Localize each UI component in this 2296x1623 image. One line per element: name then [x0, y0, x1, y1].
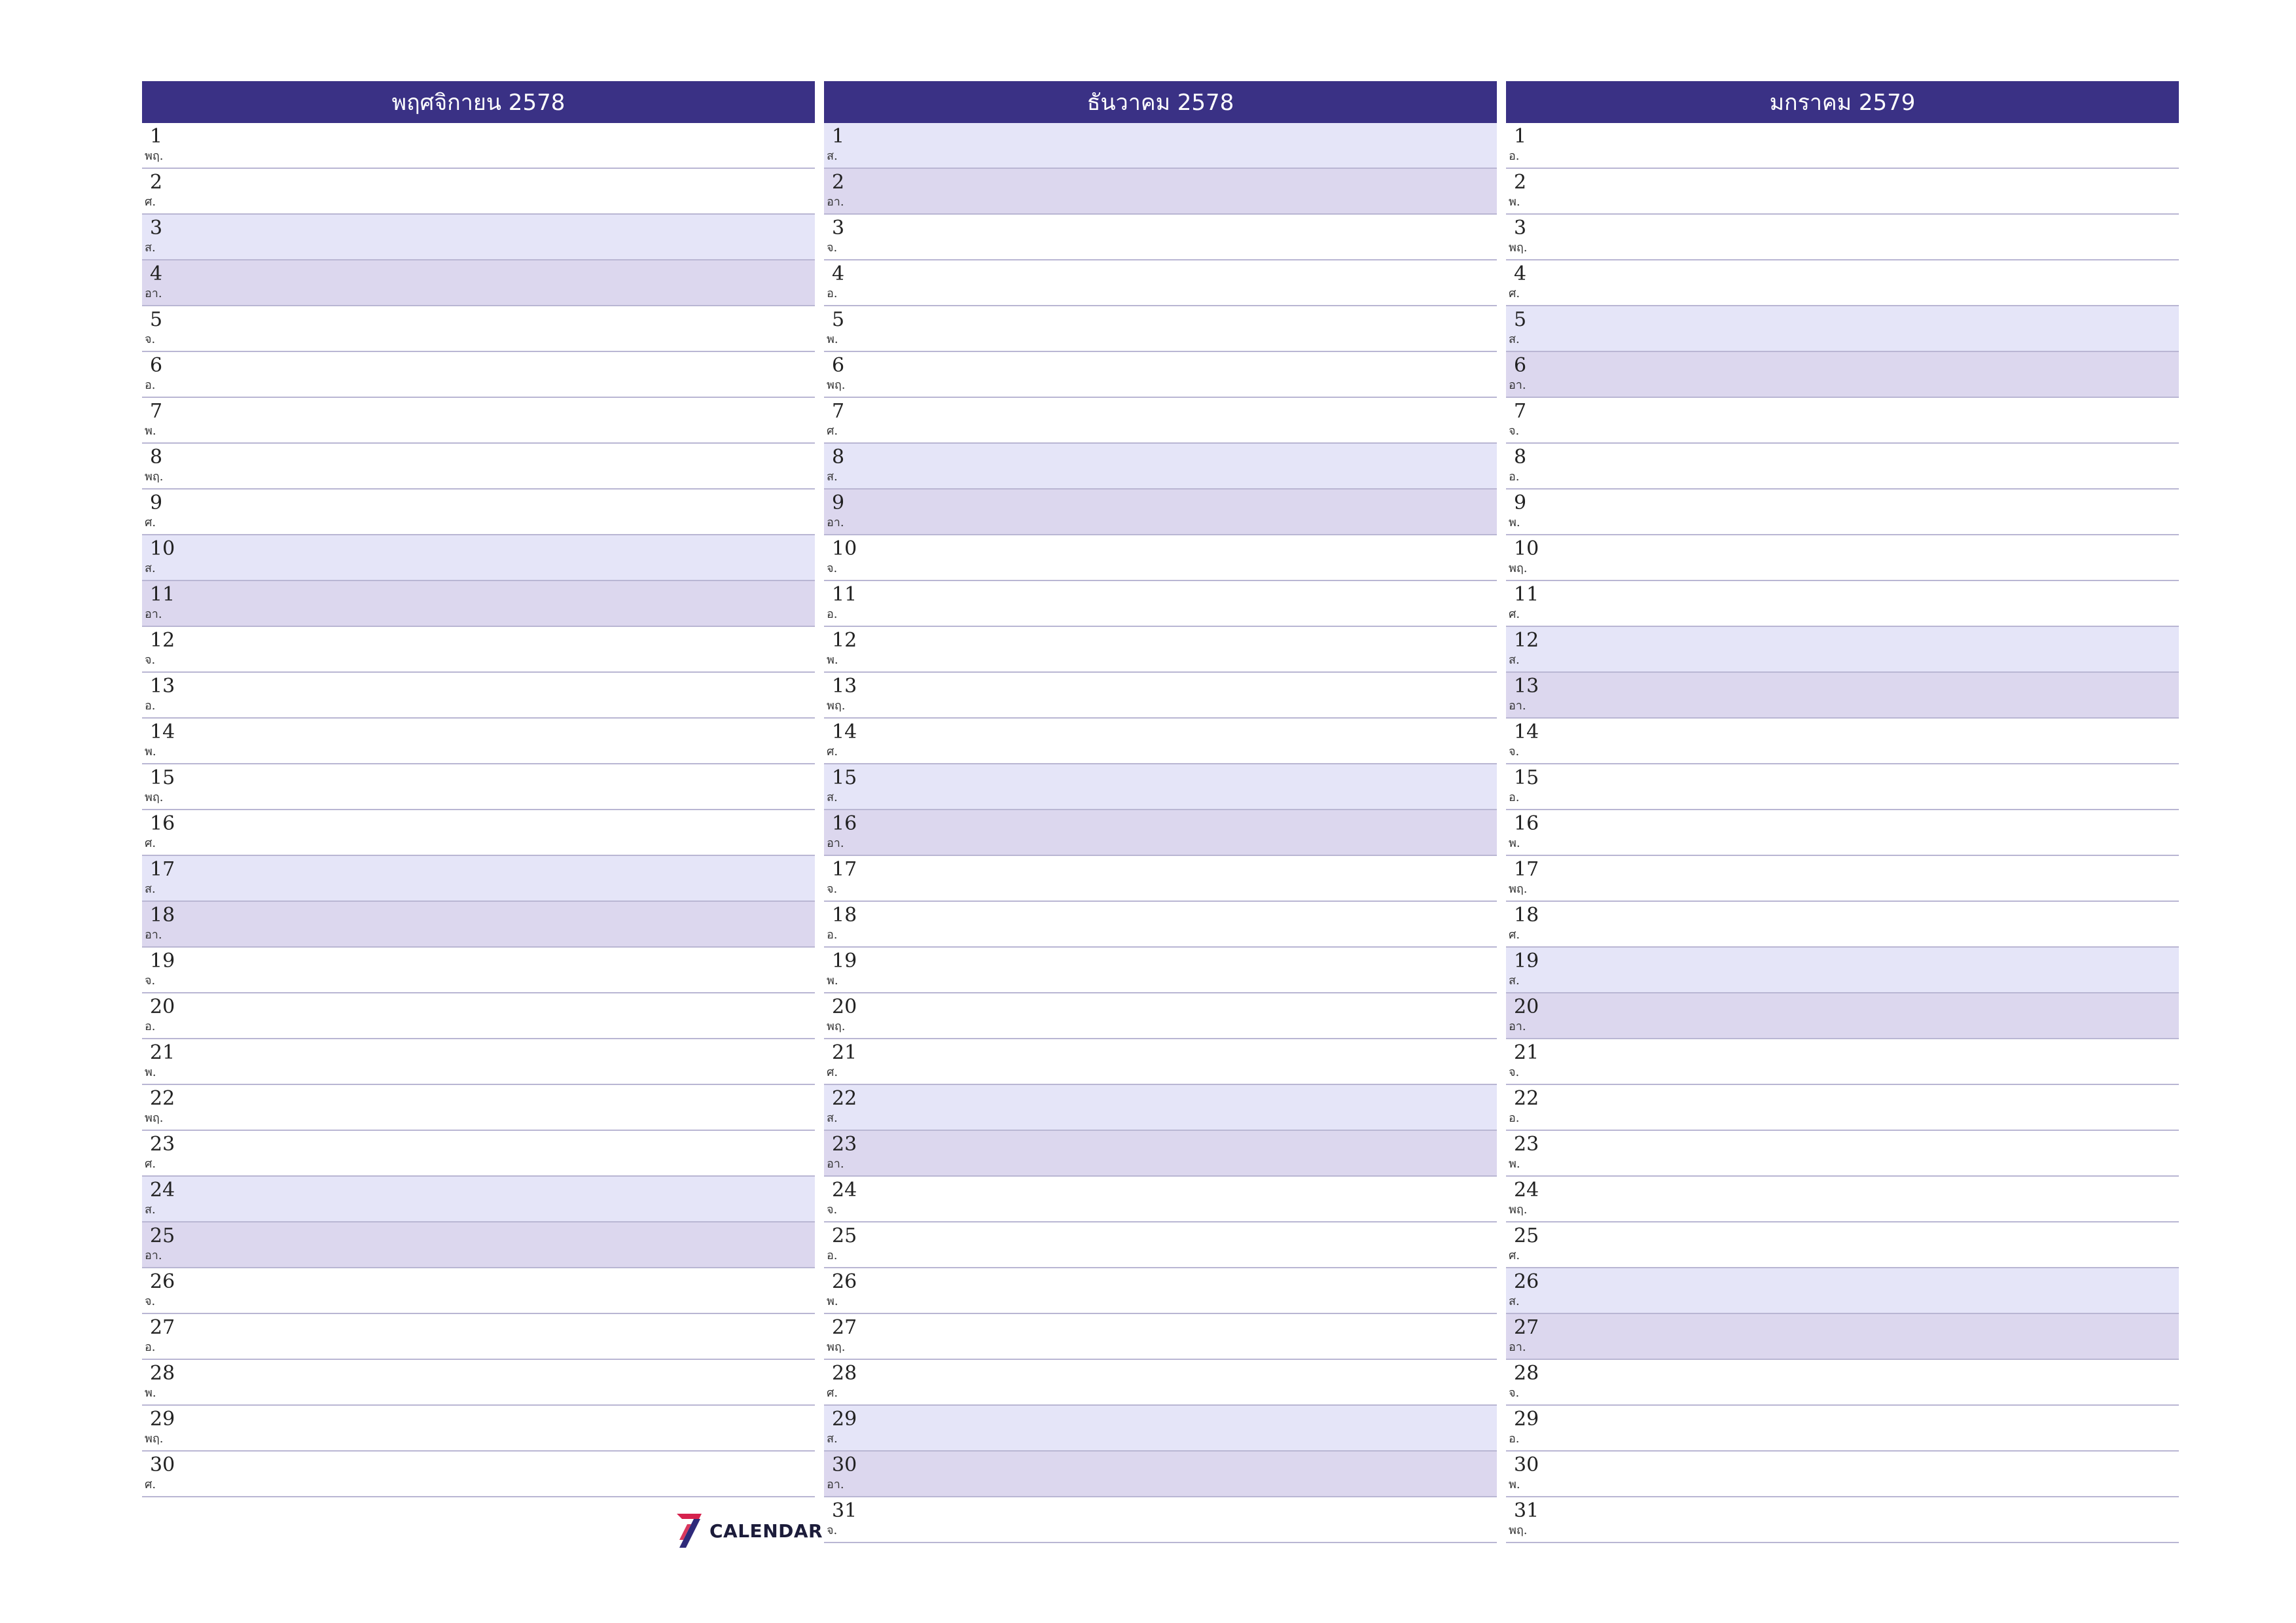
day-number: 23: [1514, 1133, 1539, 1156]
day-row: [824, 123, 1497, 169]
weekday-abbr: พฤ.: [1509, 882, 1528, 896]
weekday-abbr: อา.: [827, 516, 844, 529]
day-row: [142, 1360, 815, 1406]
day-row: [824, 856, 1497, 902]
day-row: [142, 1452, 815, 1497]
day-number: 12: [1514, 629, 1539, 652]
day-number: 26: [150, 1270, 175, 1293]
weekday-abbr: อ.: [827, 287, 838, 300]
weekday-abbr: ส.: [827, 791, 838, 804]
day-row: [1506, 1039, 2179, 1085]
day-number: 24: [832, 1179, 857, 1202]
weekday-abbr: พ.: [827, 653, 838, 667]
day-number: 16: [1514, 812, 1539, 835]
weekday-abbr: จ.: [1509, 1065, 1520, 1079]
day-number: 19: [832, 950, 857, 972]
day-number: 16: [150, 812, 175, 835]
day-number: 9: [150, 491, 163, 514]
day-row: [1506, 260, 2179, 306]
day-row: [142, 398, 815, 444]
weekday-abbr: พฤ.: [827, 378, 846, 392]
day-number: 13: [1514, 675, 1539, 698]
day-row: [142, 352, 815, 398]
weekday-abbr: ศ.: [1509, 607, 1520, 621]
day-row: [824, 627, 1497, 673]
day-row: [142, 490, 815, 535]
day-number: 18: [150, 904, 175, 927]
day-row: [824, 1085, 1497, 1131]
weekday-abbr: พฤ.: [827, 1020, 846, 1033]
day-number: 1: [832, 125, 845, 148]
day-number: 13: [150, 675, 175, 698]
day-row: [142, 673, 815, 719]
day-number: 8: [150, 446, 163, 469]
day-number: 3: [150, 217, 163, 240]
day-row: [824, 306, 1497, 352]
day-row: [1506, 444, 2179, 490]
day-row: [142, 764, 815, 810]
weekday-abbr: อา.: [827, 195, 844, 209]
day-row: [824, 719, 1497, 764]
day-number: 27: [1514, 1316, 1539, 1339]
day-number: 23: [832, 1133, 857, 1156]
day-number: 21: [1514, 1041, 1539, 1064]
weekday-abbr: พฤ.: [145, 149, 164, 163]
day-row: [1506, 993, 2179, 1039]
weekday-abbr: พ.: [827, 1294, 838, 1308]
day-number: 18: [832, 904, 857, 927]
day-number: 31: [832, 1499, 857, 1522]
day-number: 24: [150, 1179, 175, 1202]
weekday-abbr: จ.: [145, 653, 156, 667]
weekday-abbr: พฤ.: [1509, 562, 1528, 575]
day-row: [1506, 1406, 2179, 1452]
weekday-abbr: ศ.: [827, 745, 838, 758]
day-number: 29: [150, 1408, 175, 1431]
day-row: [824, 1452, 1497, 1497]
day-number: 17: [150, 858, 175, 881]
day-number: 8: [832, 446, 845, 469]
day-row: [824, 993, 1497, 1039]
day-number: 24: [1514, 1179, 1539, 1202]
day-row: [1506, 948, 2179, 993]
day-number: 30: [832, 1454, 857, 1476]
weekday-abbr: พฤ.: [145, 1432, 164, 1446]
day-number: 12: [150, 629, 175, 652]
month-title: ธันวาคม 2578: [824, 81, 1497, 123]
day-row: [824, 352, 1497, 398]
day-number: 20: [150, 995, 175, 1018]
weekday-abbr: พ.: [1509, 516, 1520, 529]
day-row: [824, 169, 1497, 215]
weekday-abbr: พฤ.: [1509, 241, 1528, 255]
weekday-abbr: ส.: [1509, 653, 1520, 667]
day-row: [142, 1222, 815, 1268]
weekday-abbr: อา.: [1509, 1340, 1526, 1354]
day-row: [824, 1131, 1497, 1177]
day-row: [824, 948, 1497, 993]
month-title: พฤศจิกายน 2578: [142, 81, 815, 123]
day-row: [1506, 352, 2179, 398]
weekday-abbr: ส.: [145, 241, 156, 255]
weekday-abbr: อา.: [145, 287, 162, 300]
weekday-abbr: อา.: [145, 1249, 162, 1262]
day-number: 20: [1514, 995, 1539, 1018]
day-number: 7: [832, 400, 845, 423]
weekday-abbr: อ.: [827, 1249, 838, 1262]
day-row: [1506, 1452, 2179, 1497]
month-column: [142, 81, 815, 1543]
day-number: 6: [1514, 354, 1527, 377]
day-row: [1506, 490, 2179, 535]
day-number: 5: [150, 308, 163, 331]
day-number: 13: [832, 675, 857, 698]
weekday-abbr: ศ.: [145, 1478, 156, 1491]
day-number: 23: [150, 1133, 175, 1156]
day-row: [1506, 627, 2179, 673]
day-number: 10: [832, 537, 857, 560]
weekday-abbr: ส.: [145, 882, 156, 896]
day-row: [1506, 1085, 2179, 1131]
weekday-abbr: อา.: [1509, 699, 1526, 713]
weekday-abbr: ศ.: [145, 195, 156, 209]
day-row: [824, 398, 1497, 444]
day-row: [824, 810, 1497, 856]
day-number: 28: [1514, 1362, 1539, 1385]
day-number: 10: [150, 537, 175, 560]
day-row: [1506, 398, 2179, 444]
day-row: [1506, 169, 2179, 215]
day-row: [142, 1039, 815, 1085]
weekday-abbr: พฤ.: [145, 470, 164, 484]
day-row: [142, 856, 815, 902]
day-row: [824, 1314, 1497, 1360]
weekday-abbr: ส.: [827, 1432, 838, 1446]
weekday-abbr: จ.: [827, 241, 838, 255]
day-row: [824, 1222, 1497, 1268]
weekday-abbr: จ.: [827, 1203, 838, 1217]
weekday-abbr: พ.: [827, 332, 838, 346]
day-row: [1506, 1268, 2179, 1314]
day-number: 9: [832, 491, 845, 514]
day-number: 28: [150, 1362, 175, 1385]
weekday-abbr: พฤ.: [1509, 1524, 1528, 1537]
day-row: [1506, 306, 2179, 352]
day-number: 21: [150, 1041, 175, 1064]
weekday-abbr: อา.: [1509, 1020, 1526, 1033]
weekday-abbr: พ.: [1509, 195, 1520, 209]
weekday-abbr: อ.: [1509, 149, 1520, 163]
weekday-abbr: พ.: [1509, 1157, 1520, 1171]
day-row: [1506, 1314, 2179, 1360]
day-row: [142, 535, 815, 581]
day-number: 22: [832, 1087, 857, 1110]
day-row: [1506, 581, 2179, 627]
day-number: 6: [150, 354, 163, 377]
day-number: 17: [832, 858, 857, 881]
weekday-abbr: พฤ.: [827, 699, 846, 713]
weekday-abbr: ศ.: [827, 1386, 838, 1400]
day-number: 12: [832, 629, 857, 652]
day-row: [142, 306, 815, 352]
weekday-abbr: อ.: [145, 378, 156, 392]
day-number: 15: [832, 766, 857, 789]
weekday-abbr: พ.: [1509, 836, 1520, 850]
weekday-abbr: อา.: [827, 836, 844, 850]
weekday-abbr: ศ.: [145, 516, 156, 529]
day-row: [824, 673, 1497, 719]
day-row: [824, 1406, 1497, 1452]
weekday-abbr: ส.: [145, 562, 156, 575]
weekday-abbr: จ.: [827, 882, 838, 896]
weekday-abbr: พ.: [827, 974, 838, 988]
day-number: 16: [832, 812, 857, 835]
weekday-abbr: จ.: [145, 974, 156, 988]
day-number: 4: [832, 262, 845, 285]
weekday-abbr: ศ.: [145, 1157, 156, 1171]
day-number: 8: [1514, 446, 1527, 469]
day-row: [1506, 1360, 2179, 1406]
day-list: [824, 123, 1497, 1543]
day-number: 4: [1514, 262, 1527, 285]
day-number: 30: [1514, 1454, 1539, 1476]
day-number: 20: [832, 995, 857, 1018]
month-title: มกราคม 2579: [1506, 81, 2179, 123]
day-row: [824, 260, 1497, 306]
day-row: [1506, 535, 2179, 581]
weekday-abbr: ส.: [145, 1203, 156, 1217]
day-row: [1506, 810, 2179, 856]
day-number: 29: [832, 1408, 857, 1431]
weekday-abbr: จ.: [1509, 424, 1520, 438]
day-number: 1: [150, 125, 163, 148]
seven-icon: [674, 1512, 704, 1549]
day-list: [142, 123, 815, 1497]
day-number: 18: [1514, 904, 1539, 927]
weekday-abbr: ศ.: [1509, 287, 1520, 300]
day-number: 25: [832, 1224, 857, 1247]
weekday-abbr: จ.: [827, 1524, 838, 1537]
day-number: 15: [1514, 766, 1539, 789]
weekday-abbr: อา.: [827, 1478, 844, 1491]
day-row: [1506, 215, 2179, 260]
day-row: [142, 1268, 815, 1314]
day-number: 11: [832, 583, 857, 606]
day-number: 14: [1514, 721, 1539, 743]
day-row: [824, 1039, 1497, 1085]
day-row: [824, 1268, 1497, 1314]
three-month-calendar: [142, 81, 2179, 1543]
day-number: 30: [150, 1454, 175, 1476]
weekday-abbr: จ.: [145, 332, 156, 346]
day-row: [1506, 1177, 2179, 1222]
weekday-abbr: อ.: [145, 699, 156, 713]
day-row: [824, 581, 1497, 627]
day-number: 27: [832, 1316, 857, 1339]
day-row: [142, 902, 815, 948]
day-number: 2: [1514, 171, 1527, 194]
weekday-abbr: ศ.: [145, 836, 156, 850]
day-number: 25: [150, 1224, 175, 1247]
day-number: 15: [150, 766, 175, 789]
weekday-abbr: พฤ.: [827, 1340, 846, 1354]
month-column: [1506, 81, 2179, 1543]
day-number: 5: [832, 308, 845, 331]
weekday-abbr: พ.: [145, 1386, 156, 1400]
day-row: [142, 1314, 815, 1360]
day-row: [824, 764, 1497, 810]
weekday-abbr: พ.: [145, 1065, 156, 1079]
day-row: [824, 490, 1497, 535]
weekday-abbr: อา.: [827, 1157, 844, 1171]
day-number: 14: [150, 721, 175, 743]
weekday-abbr: จ.: [145, 1294, 156, 1308]
day-number: 1: [1514, 125, 1527, 148]
day-row: [142, 1406, 815, 1452]
day-number: 9: [1514, 491, 1527, 514]
weekday-abbr: อ.: [827, 928, 838, 942]
day-number: 27: [150, 1316, 175, 1339]
weekday-abbr: พฤ.: [1509, 1203, 1528, 1217]
weekday-abbr: พฤ.: [145, 791, 164, 804]
day-row: [142, 810, 815, 856]
day-number: 22: [150, 1087, 175, 1110]
day-number: 17: [1514, 858, 1539, 881]
day-row: [142, 1085, 815, 1131]
day-number: 19: [1514, 950, 1539, 972]
weekday-abbr: อา.: [1509, 378, 1526, 392]
weekday-abbr: จ.: [1509, 745, 1520, 758]
day-number: 14: [832, 721, 857, 743]
day-row: [1506, 673, 2179, 719]
weekday-abbr: อ.: [827, 607, 838, 621]
weekday-abbr: ส.: [1509, 332, 1520, 346]
day-row: [142, 719, 815, 764]
day-number: 10: [1514, 537, 1539, 560]
logo-text: CALENDAR: [709, 1520, 823, 1542]
day-row: [142, 215, 815, 260]
day-number: 7: [150, 400, 163, 423]
weekday-abbr: ส.: [1509, 1294, 1520, 1308]
weekday-abbr: อ.: [145, 1340, 156, 1354]
day-row: [1506, 1131, 2179, 1177]
weekday-abbr: พฤ.: [145, 1111, 164, 1125]
day-number: 3: [832, 217, 845, 240]
day-number: 31: [1514, 1499, 1539, 1522]
day-row: [142, 627, 815, 673]
day-number: 25: [1514, 1224, 1539, 1247]
weekday-abbr: ส.: [827, 470, 838, 484]
day-row: [824, 1177, 1497, 1222]
weekday-abbr: ส.: [1509, 974, 1520, 988]
day-row: [824, 1360, 1497, 1406]
day-number: 2: [150, 171, 163, 194]
day-row: [142, 993, 815, 1039]
day-number: 11: [1514, 583, 1539, 606]
weekday-abbr: พ.: [1509, 1478, 1520, 1491]
weekday-abbr: อา.: [145, 607, 162, 621]
day-number: 21: [832, 1041, 857, 1064]
day-row: [824, 444, 1497, 490]
day-number: 29: [1514, 1408, 1539, 1431]
weekday-abbr: ศ.: [1509, 928, 1520, 942]
day-number: 6: [832, 354, 845, 377]
day-row: [142, 444, 815, 490]
day-number: 26: [1514, 1270, 1539, 1293]
day-row: [142, 260, 815, 306]
weekday-abbr: อ.: [145, 1020, 156, 1033]
weekday-abbr: จ.: [827, 562, 838, 575]
day-row: [142, 581, 815, 627]
day-number: 3: [1514, 217, 1527, 240]
day-row: [824, 215, 1497, 260]
weekday-abbr: ศ.: [827, 1065, 838, 1079]
day-row: [1506, 902, 2179, 948]
day-row: [1506, 1497, 2179, 1543]
weekday-abbr: ศ.: [827, 424, 838, 438]
day-row: [1506, 123, 2179, 169]
weekday-abbr: อ.: [1509, 470, 1520, 484]
day-number: 4: [150, 262, 163, 285]
weekday-abbr: พ.: [145, 745, 156, 758]
day-row: [824, 1497, 1497, 1543]
day-row: [824, 535, 1497, 581]
weekday-abbr: ส.: [827, 1111, 838, 1125]
weekday-abbr: อ.: [1509, 1111, 1520, 1125]
weekday-abbr: อา.: [145, 928, 162, 942]
day-row: [142, 948, 815, 993]
brand-logo: [674, 1512, 823, 1549]
day-row: [142, 1131, 815, 1177]
day-number: 7: [1514, 400, 1527, 423]
day-number: 19: [150, 950, 175, 972]
weekday-abbr: ส.: [827, 149, 838, 163]
day-row: [1506, 719, 2179, 764]
weekday-abbr: ศ.: [1509, 1249, 1520, 1262]
weekday-abbr: พ.: [145, 424, 156, 438]
weekday-abbr: อ.: [1509, 791, 1520, 804]
day-row: [142, 123, 815, 169]
day-row: [142, 169, 815, 215]
month-column: [824, 81, 1497, 1543]
day-row: [1506, 856, 2179, 902]
day-number: 2: [832, 171, 845, 194]
day-row: [1506, 764, 2179, 810]
day-number: 11: [150, 583, 175, 606]
day-number: 26: [832, 1270, 857, 1293]
weekday-abbr: จ.: [1509, 1386, 1520, 1400]
day-number: 28: [832, 1362, 857, 1385]
day-list: [1506, 123, 2179, 1543]
weekday-abbr: อ.: [1509, 1432, 1520, 1446]
day-number: 5: [1514, 308, 1527, 331]
day-row: [142, 1177, 815, 1222]
day-row: [1506, 1222, 2179, 1268]
day-number: 22: [1514, 1087, 1539, 1110]
day-row: [824, 902, 1497, 948]
